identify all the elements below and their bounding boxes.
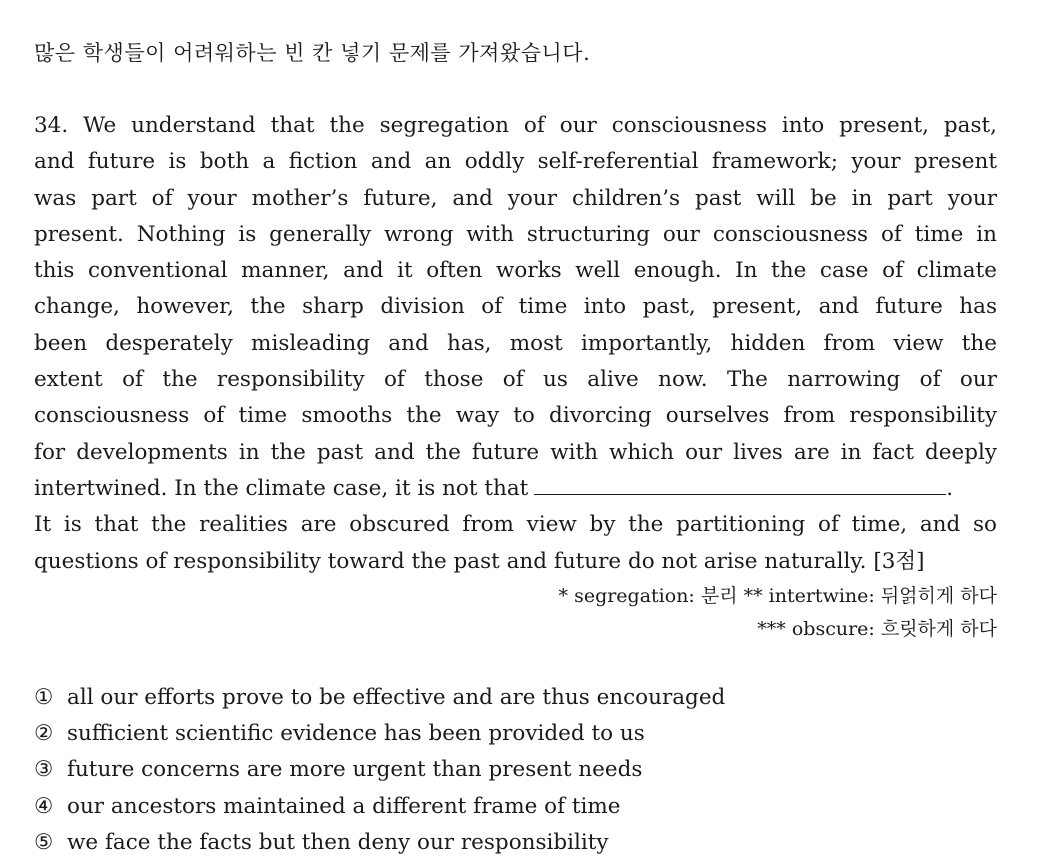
footnote: *** obscure: 흐릿하게 하다 <box>757 618 997 640</box>
passage-line: 34. We understand that the segregation of our consciousness into present, past, <box>34 113 997 138</box>
option-text: we face the facts but then deny our responsibility <box>67 829 609 855</box>
answer-option[interactable] <box>34 789 725 825</box>
passage-line: questions of responsibility toward the past and future do not arise naturally. [3점] <box>34 548 925 574</box>
option-number: ② <box>34 721 54 747</box>
answer-options <box>34 680 725 861</box>
intro-text: 많은 학생들이 어려워하는 빈 칸 넣기 문제를 가져왔습니다. <box>34 41 591 65</box>
passage-line: and future is both a fiction and an oddly self-referential framework; your present <box>34 149 997 175</box>
blank-line-suffix: . <box>946 475 954 501</box>
option-number: ③ <box>34 757 54 783</box>
passage-line: was part of your mother’s future, and your children’s past will be in part your <box>34 185 997 211</box>
option-number: ④ <box>34 793 54 819</box>
passage-line: present. Nothing is generally wrong with structuring our consciousness of time in <box>34 221 997 247</box>
passage-line: It is that the realities are obscured from view by the partitioning of time, and so <box>34 512 997 538</box>
option-number: ⑤ <box>34 829 54 855</box>
option-number: ① <box>34 685 54 710</box>
answer-option[interactable] <box>34 680 725 716</box>
passage <box>34 108 997 580</box>
footnote: * segregation: 분리 ** intertwine: 뒤얽히게 하다 <box>558 585 997 607</box>
passage-line: for developments in the past and the future with which our lives are in fact deeply <box>34 439 997 465</box>
option-text: future concerns are more urgent than present needs <box>67 757 643 783</box>
option-text: our ancestors maintained a different frame of time <box>67 793 621 819</box>
passage-line: consciousness of time smooths the way to divorcing ourselves from responsibility <box>34 403 997 429</box>
answer-option[interactable] <box>34 716 725 752</box>
answer-option[interactable] <box>34 752 725 788</box>
option-text: sufficient scientific evidence has been provided to us <box>67 721 645 747</box>
passage-line: this conventional manner, and it often works well enough. In the case of climate <box>34 258 997 284</box>
passage-line: change, however, the sharp division of time into past, present, and future has <box>34 294 997 320</box>
passage-line: extent of the responsibility of those of us alive now. The narrowing of our <box>34 367 997 393</box>
option-text: all our efforts prove to be effective and are thus encouraged <box>67 685 726 710</box>
passage-line: been desperately misleading and has, most importantly, hidden from view the <box>34 330 997 356</box>
footnotes <box>559 580 997 646</box>
answer-option[interactable] <box>34 825 725 861</box>
passage-blank-line <box>34 471 997 507</box>
blank-line-prefix: intertwined. In the climate case, it is not that <box>34 475 529 501</box>
answer-blank <box>534 472 946 495</box>
